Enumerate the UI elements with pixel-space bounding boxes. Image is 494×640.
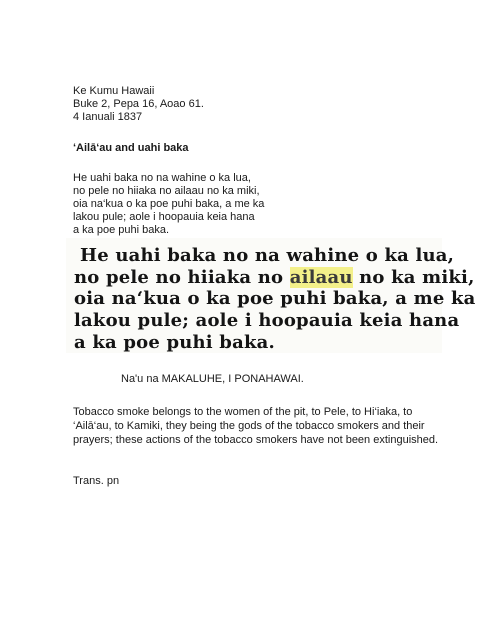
newspaper-scan-image bbox=[66, 238, 476, 353]
author-signature: Na'u na MAKALUHE, I PONAHAWAI. bbox=[121, 373, 304, 385]
poem-line-1: He uahi baka no na wahine o ka lua, bbox=[73, 172, 251, 184]
scan-line-2-start: no pele no hiiaka no bbox=[74, 267, 290, 288]
poem-line-4: lakou pule; aole i hoopauia keia hana bbox=[73, 211, 255, 223]
scan-line-5: a ka poe puhi baka. bbox=[74, 332, 275, 353]
translator-credit: Trans. pn bbox=[73, 475, 120, 487]
scan-line-2-end: no ka miki, bbox=[352, 267, 475, 288]
highlighted-word: ailaau bbox=[289, 267, 353, 288]
scan-line-3: oia na‘kua o ka poe puhi baka, a me ka bbox=[74, 288, 476, 309]
document-title: ‘Ailā‘au and uahi baka bbox=[73, 142, 189, 154]
issue-date: 4 Ianuali 1837 bbox=[73, 111, 143, 123]
scan-line-4: lakou pule; aole i hoopauia keia hana bbox=[74, 310, 460, 331]
translation-paragraph: Tobacco smoke belongs to the women of the pit, to Pele, to Hi‘iaka, to ‘Ailā‘au, to Kamiki, they being the gods of the tobacco smokers and their prayers; these actions of the tobacco smokers have not been extinguished. bbox=[73, 406, 439, 447]
poem-line-3: oia na‘kua o ka poe puhi baka, a me ka bbox=[73, 198, 265, 210]
poem-line-5: a ka poe puhi baka. bbox=[73, 224, 170, 236]
scan-line-2 bbox=[74, 268, 475, 288]
poem-line-2: no pele no hiiaka no ailaau no ka miki, bbox=[73, 185, 260, 197]
newspaper-name: Ke Kumu Hawaii bbox=[73, 85, 155, 97]
scan-line-1: He uahi baka no na wahine o ka lua, bbox=[80, 245, 455, 266]
issue-reference: Buke 2, Pepa 16, Aoao 61. bbox=[73, 98, 204, 110]
